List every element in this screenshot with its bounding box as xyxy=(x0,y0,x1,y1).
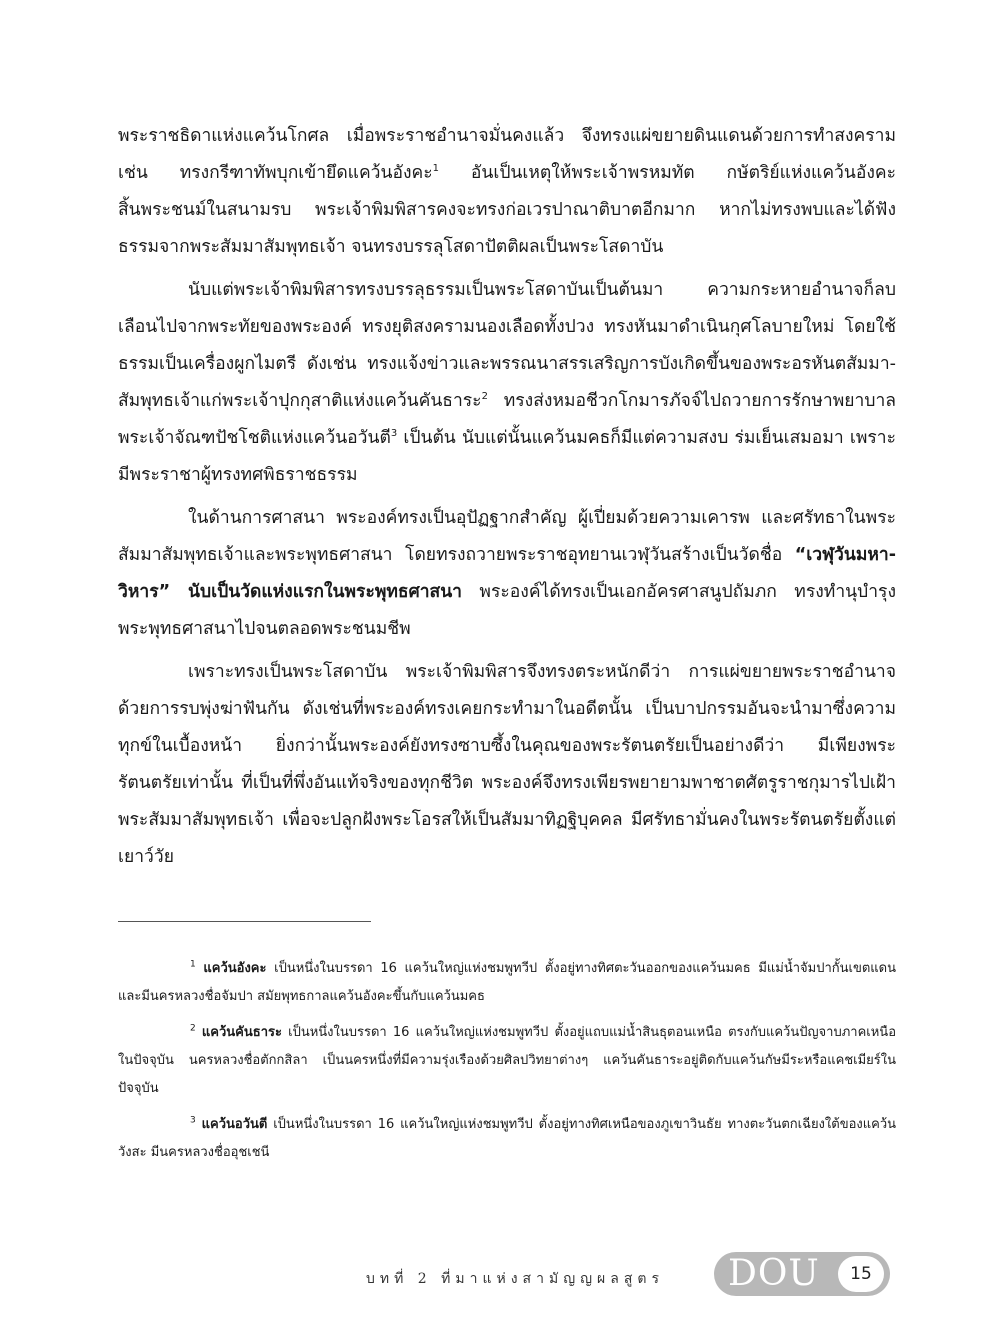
paragraph-text: นับแต่พระเจ้าพิมพิสารทรงบรรลุธรรมเป็นพระโสดาบันเป็นต้นมา ความกระหายอำนาจก็ลบเลือนไปจากพระทัยของพระองค์ ทรงยุติสงครามนองเลือดทั้งปวง ทรงหันมาดำเนินกุศโลบายใหม่ โดยใช้ธรรมเป็นเครื่องผูกไมตรี ดังเช่น ทรงแจ้งข่าวและพรรณนาสรรเสริญการบังเกิดขึ้นของพระอรหันตสัมมา-สัมพุทธเจ้าแก่พระเจ้าปุกกุสาติแห่งแคว้นคันธาระ xyxy=(118,280,896,411)
footnote-number: 2 xyxy=(190,1023,196,1034)
page-badge xyxy=(714,1252,890,1296)
paragraph-text: เป็นต้น นับแต่นั้นแคว้นมคธก็มีแต่ความสงบ ร่มเย็นเสมอมา เพราะมีพระราชาผู้ทรงทศพิธราชธรรม xyxy=(118,428,896,485)
footnote-term: แคว้นอวันตี xyxy=(201,1117,268,1132)
footnote-term: แคว้นคันธาระ xyxy=(201,1025,282,1040)
paragraph-3 xyxy=(118,500,896,648)
page-footer xyxy=(0,1250,1000,1298)
paragraph-1 xyxy=(118,118,896,266)
footnote-number: 1 xyxy=(190,959,196,970)
footnote-divider xyxy=(118,921,371,922)
footnote-ref-1[interactable]: 1 xyxy=(432,163,439,175)
footnotes xyxy=(118,955,896,1175)
paragraph-text: ในด้านการศาสนา พระองค์ทรงเป็นอุปัฏฐากสำคัญ ผู้เปี่ยมด้วยความเคารพ และศรัทธาในพระสัมมาสัมพุทธเจ้าและพระพุทธศาสนา โดยทรงถวายพระราชอุทยานเวฬุวันสร้างเป็นวัดชื่อ xyxy=(118,508,896,565)
paragraph-text: พระองค์ได้ทรงเป็นเอกอัครศาสนูปถัมภก ทรงทำนุบำรุงพระพุทธศาสนาไปจนตลอดพระชนมชีพ xyxy=(118,582,896,639)
footnote-3 xyxy=(118,1111,896,1167)
paragraph-4 xyxy=(118,654,896,876)
paragraph-text: เพราะทรงเป็นพระโสดาบัน พระเจ้าพิมพิสารจึงทรงตระหนักดีว่า การแผ่ขยายพระราชอำนาจด้วยการรบพุ่งฆ่าฟันกัน ดังเช่นที่พระองค์ทรงเคยกระทำมาในอดีตนั้น เป็นบาปกรรมอันจะนำมาซึ่งความทุกข์ในเบื้องหน้า ยิ่งกว่านั้นพระองค์ยังทรงซาบซึ้งในคุณของพระรัตนตรัยเป็นอย่างดีว่า มีเพียงพระรัตนตรัยเท่านั้น ที่เป็นที่พึ่งอันแท้จริงของทุกชีวิต พระองค์จึงทรงเพียรพยายามพาชาตศัตรูราชกุมารไปเฝ้าพระสัมมาสัมพุทธเจ้า เพื่อจะปลูกฝังพระโอรสให้เป็นสัมมาทิฏฐิบุคคล มีศรัทธามั่นคงในพระรัตนตรัยตั้งแต่เยาว์วัย xyxy=(118,662,896,867)
paragraph-2 xyxy=(118,272,896,494)
footnote-2 xyxy=(118,1019,896,1103)
dou-logo: DOU xyxy=(728,1253,820,1294)
footnote-text: เป็นหนึ่งในบรรดา 16 แคว้นใหญ่แห่งชมพูทวีป ตั้งอยู่ทางทิศเหนือของภูเขาวินธัย ทางตะวันตกเฉียงใต้ของแคว้นวังสะ มีนครหลวงชื่ออุชเชนี xyxy=(118,1117,897,1160)
footnote-1 xyxy=(118,955,896,1011)
footnote-ref-2[interactable]: 2 xyxy=(481,391,488,403)
footnote-ref-3[interactable]: 3 xyxy=(390,428,398,440)
body-text xyxy=(118,118,896,882)
chapter-title: บทที่ 2 ที่มาแห่งสามัญญผลสูตร xyxy=(366,1271,664,1287)
footnote-term: แคว้นอังคะ xyxy=(203,961,267,976)
paragraph-text: อันเป็นเหตุให้พระเจ้าพรหมทัต กษัตริย์แห่งแคว้นอังคะสิ้นพระชนม์ในสนามรบ พระเจ้าพิมพิสารคงจะทรงก่อเวรปาณาติบาตอีกมาก หากไม่ทรงพบและได้ฟังธรรมจากพระสัมมาสัมพุทธเจ้า จนทรงบรรลุโสดาปัตติผลเป็นพระโสดาบัน xyxy=(118,163,896,257)
footnote-text: เป็นหนึ่งในบรรดา 16 แคว้นใหญ่แห่งชมพูทวีป ตั้งอยู่ทางทิศตะวันออกของแคว้นมคธ มีแม่น้ำจัมปากั้นเขตแดน และมีนครหลวงชื่อจัมปา สมัยพุทธกาลแคว้นอังคะขึ้นกับแคว้นมคธ xyxy=(118,961,897,1004)
emphasis-text: “เวฬุวันมหา-วิหาร” นับเป็นวัดแห่งแรกในพระพุทธศาสนา xyxy=(118,545,896,602)
paragraph-text: พระราชธิดาแห่งแคว้นโกศล เมื่อพระราชอำนาจมั่นคงแล้ว จึงทรงแผ่ขยายดินแดนด้วยการทำสงคราม เช่น ทรงกรีฑาทัพบุกเข้ายึดแคว้นอังคะ xyxy=(118,126,896,183)
paragraph-text: ทรงส่งหมอชีวกโกมารภัจจ์ไปถวายการรักษาพยาบาลพระเจ้าจัณฑปัชโชติแห่งแคว้นอวันตี xyxy=(118,391,896,448)
footnote-number: 3 xyxy=(190,1115,196,1126)
page-number: 15 xyxy=(838,1256,884,1292)
footnote-text: เป็นหนึ่งในบรรดา 16 แคว้นใหญ่แห่งชมพูทวีป ตั้งอยู่แถบแม่น้ำสินธุตอนเหนือ ตรงกับแคว้นปัญจาบภาคเหนือในปัจจุบัน นครหลวงชื่อตักกสิลา เป็นนครหนึ่งที่มีความรุ่งเรืองด้วยศิลปวิทยาต่างๆ แคว้นคันธาระอยู่ติดกับแคว้นกัษมีระหรือแคชเมียร์ในปัจจุบัน xyxy=(118,1025,896,1096)
